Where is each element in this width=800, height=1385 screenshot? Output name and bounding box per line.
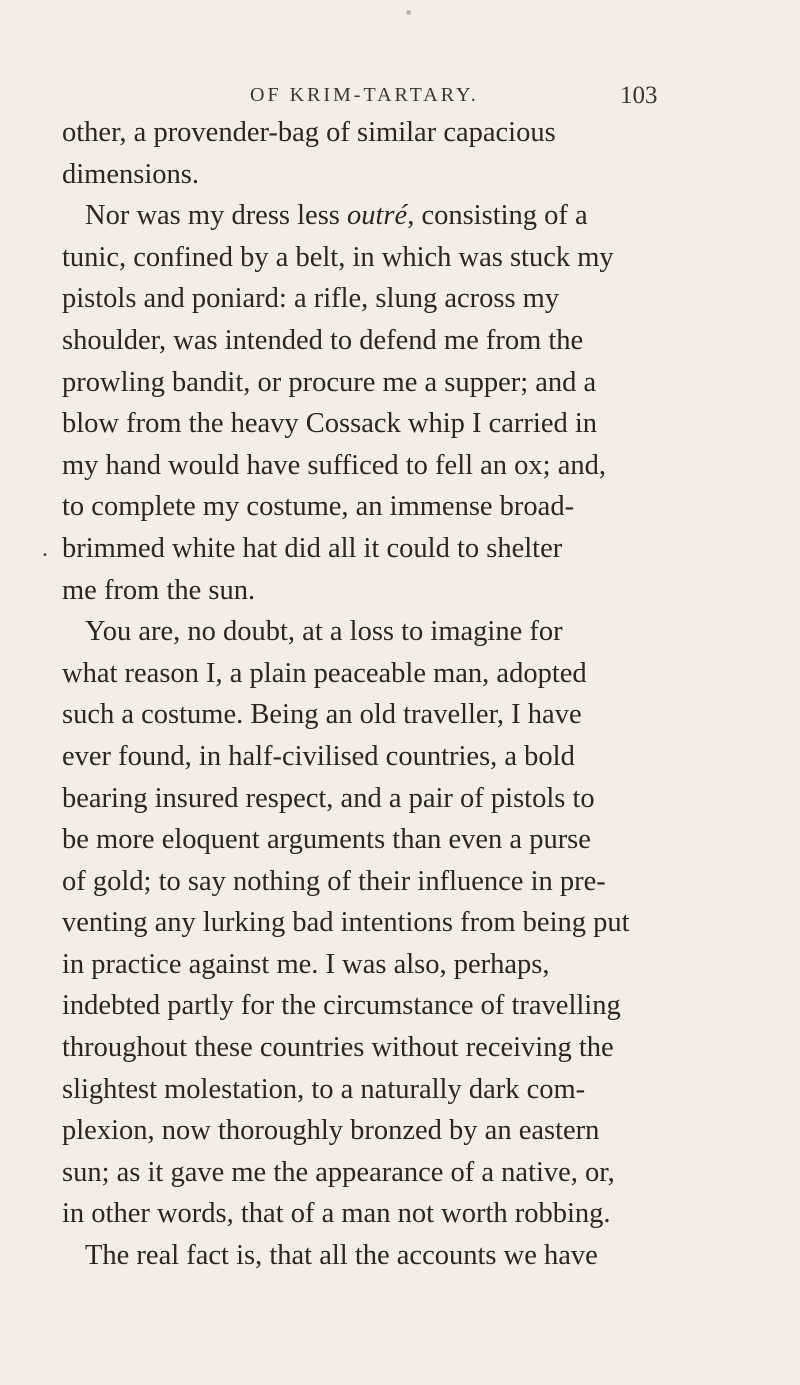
text-line: tunic, confined by a belt, in which was stuck my [62, 241, 614, 273]
text-line: be more eloquent arguments than even a purse [62, 824, 591, 856]
text-line: in other words, that of a man not worth robbing. [62, 1198, 611, 1230]
text-line: bearing insured respect, and a pair of pistols to [62, 782, 595, 814]
text-line: me from the sun. [62, 574, 256, 606]
text-line: pistols and poniard: a rifle, slung across my [62, 283, 560, 315]
text-line: brimmed white hat did all it could to shelter [62, 532, 563, 564]
ink-speck [406, 10, 411, 15]
text-line: venting any lurking bad intentions from being put [62, 907, 630, 939]
text-line: slightest molestation, to a naturally dark com- [62, 1073, 586, 1105]
text-line: The real fact is, that all the accounts we have [85, 1240, 598, 1272]
text-line: blow from the heavy Cossack whip I carried in [62, 408, 598, 440]
text-line: shoulder, was intended to defend me from the [62, 324, 584, 356]
text-line: of gold; to say nothing of their influence in pre- [62, 865, 606, 897]
text-line: such a costume. Being an old traveller, I have [62, 699, 582, 731]
running-title: OF KRIM-TARTARY. [250, 84, 479, 106]
body-text [62, 112, 782, 1277]
text-line: to complete my costume, an immense broad- [62, 491, 575, 523]
text-line: throughout these countries without receiving the [62, 1032, 614, 1064]
italic-word: outré [347, 200, 408, 232]
text-line: what reason I, a plain peaceable man, adopted [62, 657, 587, 689]
text-line: prowling bandit, or procure me a supper; and a [62, 366, 597, 398]
text-line: indebted partly for the circumstance of travelling [62, 990, 621, 1022]
text-line: You are, no doubt, at a loss to imagine for [85, 616, 563, 648]
text-line: other, a provender-bag of similar capacious [62, 117, 556, 148]
text-line: Nor was my dress less outré, consisting of a [85, 200, 588, 232]
page-number: 103 [620, 82, 658, 109]
text-line: in practice against me. I was also, perhaps, [62, 948, 550, 980]
text-line: sun; as it gave me the appearance of a native, or, [62, 1156, 615, 1188]
text-line: dimensions. [62, 158, 199, 190]
marginal-mark: . [42, 536, 48, 562]
text-line: ever found, in half-civilised countries, a bold [62, 740, 575, 772]
text-line: my hand would have sufficed to fell an ox; and, [62, 449, 607, 481]
text-line: plexion, now thoroughly bronzed by an eastern [62, 1115, 600, 1147]
